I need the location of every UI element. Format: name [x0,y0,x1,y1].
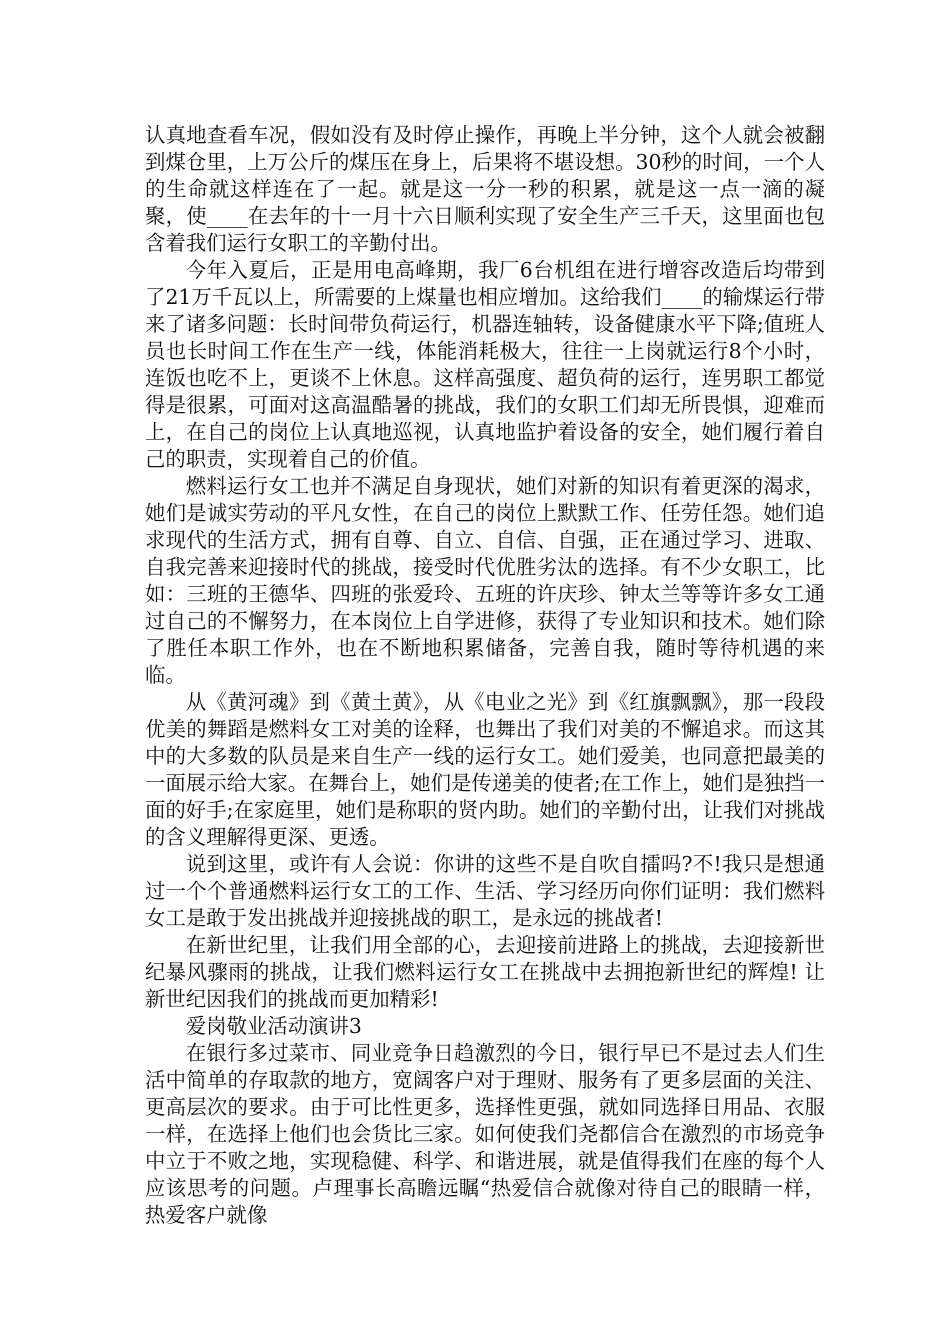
paragraph-3: 燃料运行女工也并不满足自身现状，她们对新的知识有着更深的渴求，她们是诚实劳动的平凡女性，在自己的岗位上默默工作、任劳任怨。她们追求现代的生活方式，拥有自尊、自立、自信、自强，正在通过学习、进取、自我完善来迎接时代的挑战，接受时代优胜劣汰的选择。有不少女职工，比如：三班的王德华、四班的张爱玲、五班的许庆珍、钟太兰等等许多女工通过自己的不懈努力，在本岗位上自学进修，获得了专业知识和技术。她们除了胜任本职工作外，也在不断地积累储备，完善自我，随时等待机遇的来临。 [145,474,825,687]
paragraph-1: 认真地查看车况，假如没有及时停止操作，再晚上半分钟，这个人就会被翻到煤仓里，上万公斤的煤压在身上，后果将不堪设想。30秒的时间，一个人的生命就这样连在了一起。就是这一分一秒的积累，就是这一点一滴的凝聚，使____在去年的十一月十六日顺利实现了安全生产三千天，这里面也包含着我们运行女职工的辛勤付出。 [145,123,825,255]
paragraph-5: 说到这里，或许有人会说：你讲的这些不是自吹自擂吗?不!我只是想通过一个个普通燃料运行女工的工作、生活、学习经历向你们证明：我们燃料女工是敢于发出挑战并迎接挑战的职工，是永远的挑战者! [145,852,825,930]
paragraph-7: 在银行多过菜市、同业竞争日趋激烈的今日，银行早已不是过去人们生活中简单的存取款的地方，宽阔客户对于理财、服务有了更多层面的关注、更高层次的要求。由于可比性更多，选择性更强，就如同选择日用品、衣服一样，在选择上他们也会货比三家。如何使我们尧都信合在激烈的市场竞争中立于不败之地，实现稳健、科学、和谐进展，就是值得我们在座的每个人应该思考的问题。卢理事长高瞻远瞩“热爱信合就像对待自己的眼睛一样，热爱客户就像 [145,1041,825,1227]
paragraph-6: 在新世纪里，让我们用全部的心，去迎接前进路上的挑战，去迎接新世纪暴风骤雨的挑战，让我们燃料运行女工在挑战中去拥抱新世纪的辉煌! 让新世纪因我们的挑战而更加精彩! [145,933,825,1011]
paragraph-4: 从《黄河魂》到《黄土黄》，从《电业之光》到《红旗飘飘》，那一段段优美的舞蹈是燃料女工对美的诠释，也舞出了我们对美的不懈追求。而这其中的大多数的队员是来自生产一线的运行女工。她们爱美，也同意把最美的一面展示给大家。在舞台上，她们是传递美的使者;在工作上，她们是独挡一面的好手;在家庭里，她们是称职的贤内助。她们的辛勤付出，让我们对挑战的含义理解得更深、更透。 [145,690,825,849]
section-heading: 爱岗敬业活动演讲3 [185,1014,362,1038]
document-body [145,122,825,1229]
paragraph-2: 今年入夏后，正是用电高峰期，我厂6台机组在进行增容改造后均带到了21万千瓦以上，所需要的上煤量也相应增加。这给我们____的输煤运行带来了诸多问题：长时间带负荷运行，机器连轴转，设备健康水平下降;值班人员也长时间工作在生产一线，体能消耗极大，往往一上岗就运行8个小时，连饭也吃不上，更谈不上休息。这样高强度、超负荷的运行，连男职工都觉得是很累，可面对这高温酷暑的挑战，我们的女职工们却无所畏惧，迎难而上，在自己的岗位上认真地巡视，认真地监护着设备的安全，她们履行着自己的职责，实现着自己的价值。 [145,258,825,471]
